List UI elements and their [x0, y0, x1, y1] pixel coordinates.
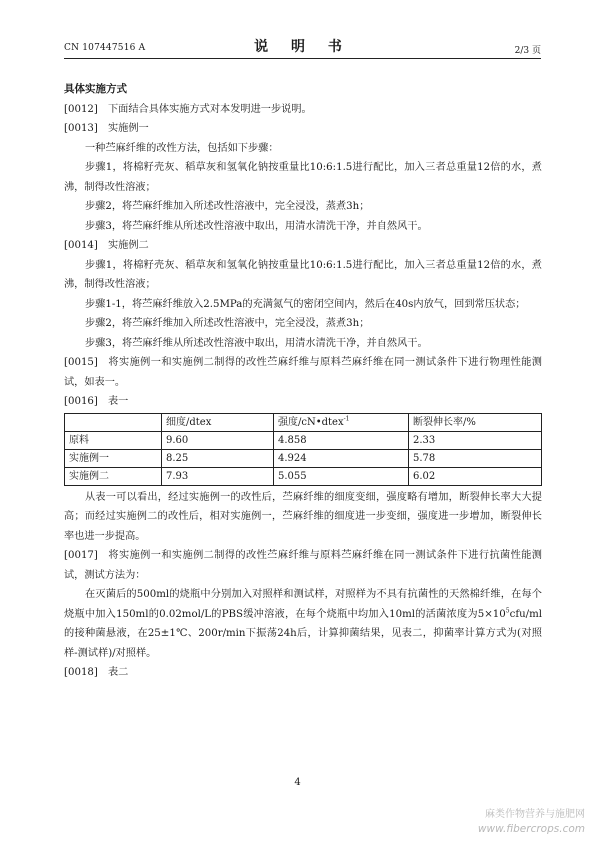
paragraph-text: 将实施例一和实施例二制得的改性苎麻纤维与原料苎麻纤维在同一测试条件下进行抗菌性能测试，测试方法为： — [64, 550, 542, 581]
watermark-url: www.fibercrops.com — [477, 823, 585, 835]
table-cell: 实施例一 — [65, 449, 162, 467]
method-text-b: cfu/ml的接种菌悬液，在25±1℃、200r/min下振荡24h后，计算抑菌结果，见表二，抑菌率计算方式为(对照样-测试样)/对照样。 — [64, 608, 542, 659]
table-cell: 7.93 — [162, 467, 274, 485]
table-cell: 5.055 — [274, 467, 409, 485]
example-title: 实施例一 — [108, 123, 149, 134]
document-title: 说 明 书 — [254, 39, 351, 55]
table-cell: 原料 — [65, 431, 162, 449]
paragraph-tag: [0015] — [64, 357, 98, 368]
paragraph-tag: [0017] — [64, 550, 98, 561]
table-cell: 2.33 — [409, 431, 542, 449]
table-cell: 8.25 — [162, 449, 274, 467]
table-header-cell — [65, 413, 162, 431]
table-cell: 9.60 — [162, 431, 274, 449]
table-cell: 实施例二 — [65, 467, 162, 485]
table-cell: 5.78 — [409, 449, 542, 467]
paragraph-0016 — [64, 392, 542, 412]
paragraph-tag: [0014] — [64, 240, 98, 251]
paragraph-0017 — [64, 546, 542, 585]
table-row — [65, 467, 542, 485]
paragraph-tag: [0012] — [64, 103, 98, 115]
table-cell: 4.858 — [274, 431, 409, 449]
table-header-cell: 细度/dtex — [162, 413, 274, 431]
example1-step2: 步骤2，将苎麻纤维加入所述改性溶液中，完全浸没，蒸煮3h； — [85, 201, 370, 212]
example2-step1: 步骤1，将棉籽壳灰、稻草灰和氢氧化钠按重量比10:6:1.5进行配比，加入三者总重量12倍的水，煮沸，制得改性溶液； — [64, 259, 542, 290]
watermark-site-name: 麻类作物营养与施肥网 — [485, 809, 585, 820]
method-paragraph — [64, 585, 542, 663]
properties-table — [64, 413, 542, 486]
example2-step2: 步骤2，将苎麻纤维加入所述改性溶液中，完全浸没，蒸煮3h； — [85, 318, 370, 329]
analysis-paragraph: 从表一可以看出，经过实施例一的改性后，苎麻纤维的细度变细，强度略有增加，断裂伸长率大大提高；而经过实施例二的改性后，相对实施例一，苎麻纤维的细度进一步变细，强度进一步增加，断裂伸长率也进一步提高。 — [64, 491, 542, 542]
page-header — [64, 36, 541, 58]
paragraph-0015 — [64, 353, 542, 392]
page-number: 4 — [294, 777, 301, 788]
paragraph-0014 — [64, 236, 542, 256]
table-row — [65, 449, 542, 467]
superscript: -1 — [343, 415, 350, 423]
table-caption: 表一 — [108, 396, 129, 407]
paragraph-0012 — [64, 100, 542, 120]
table-header-cell — [274, 413, 409, 431]
watermark — [478, 808, 585, 836]
paragraph-tag: [0016] — [64, 396, 98, 407]
superscript: 5 — [505, 607, 510, 615]
example-title: 实施例二 — [108, 240, 149, 251]
table-row — [65, 431, 542, 449]
section-heading: 具体实施方式 — [64, 83, 127, 95]
example1-step1: 步骤1，将棉籽壳灰、稻草灰和氢氧化钠按重量比10:6:1.5进行配比，加入三者总重量12倍的水，煮沸，制得改性溶液； — [64, 162, 542, 193]
table-header-cell: 断裂伸长率/% — [409, 413, 542, 431]
example2-step1-1: 步骤1-1，将苎麻纤维放入2.5MPa的充满氮气的密闭空间内，然后在40s内放气，回到常压状态； — [85, 298, 526, 310]
paragraph-tag: [0018] — [64, 667, 98, 678]
method-text-a: 在灭菌后的500ml的烧瓶中分别加入对照样和测试样，对照样为不具有抗菌性的天然棉纤维，在每个烧瓶中加入150ml的0.02mol/L的PBS缓冲溶液，在每个烧瓶中均加入10ml的活菌浓度为5×10 — [64, 589, 542, 620]
example2-step3: 步骤3，将苎麻纤维从所述改性溶液中取出，用清水清洗干净，并自然风干。 — [85, 337, 428, 349]
table-header-row — [65, 413, 542, 431]
table-cell: 6.02 — [409, 467, 542, 485]
document-body — [64, 80, 542, 683]
table-caption: 表二 — [108, 667, 129, 678]
example1-intro: 一种苎麻纤维的改性方法，包括如下步骤： — [85, 142, 279, 154]
table-cell: 4.924 — [274, 449, 409, 467]
table-header-text: 强度/cN•dtex — [278, 416, 344, 428]
paragraph-tag: [0013] — [64, 123, 98, 134]
header-divider — [64, 58, 541, 59]
patent-number: CN 107447516 A — [64, 43, 146, 53]
page-indicator: 2/3 页 — [514, 46, 541, 56]
paragraph-0018 — [64, 663, 542, 683]
example1-step3: 步骤3，将苎麻纤维从所述改性溶液中取出，用清水清洗干净，并自然风干。 — [85, 220, 428, 232]
paragraph-text: 将实施例一和实施例二制得的改性苎麻纤维与原料苎麻纤维在同一测试条件下进行物理性能测试，如表一。 — [64, 357, 542, 388]
paragraph-0013 — [64, 119, 542, 139]
paragraph-text: 下面结合具体实施方式对本发明进一步说明。 — [108, 103, 312, 115]
